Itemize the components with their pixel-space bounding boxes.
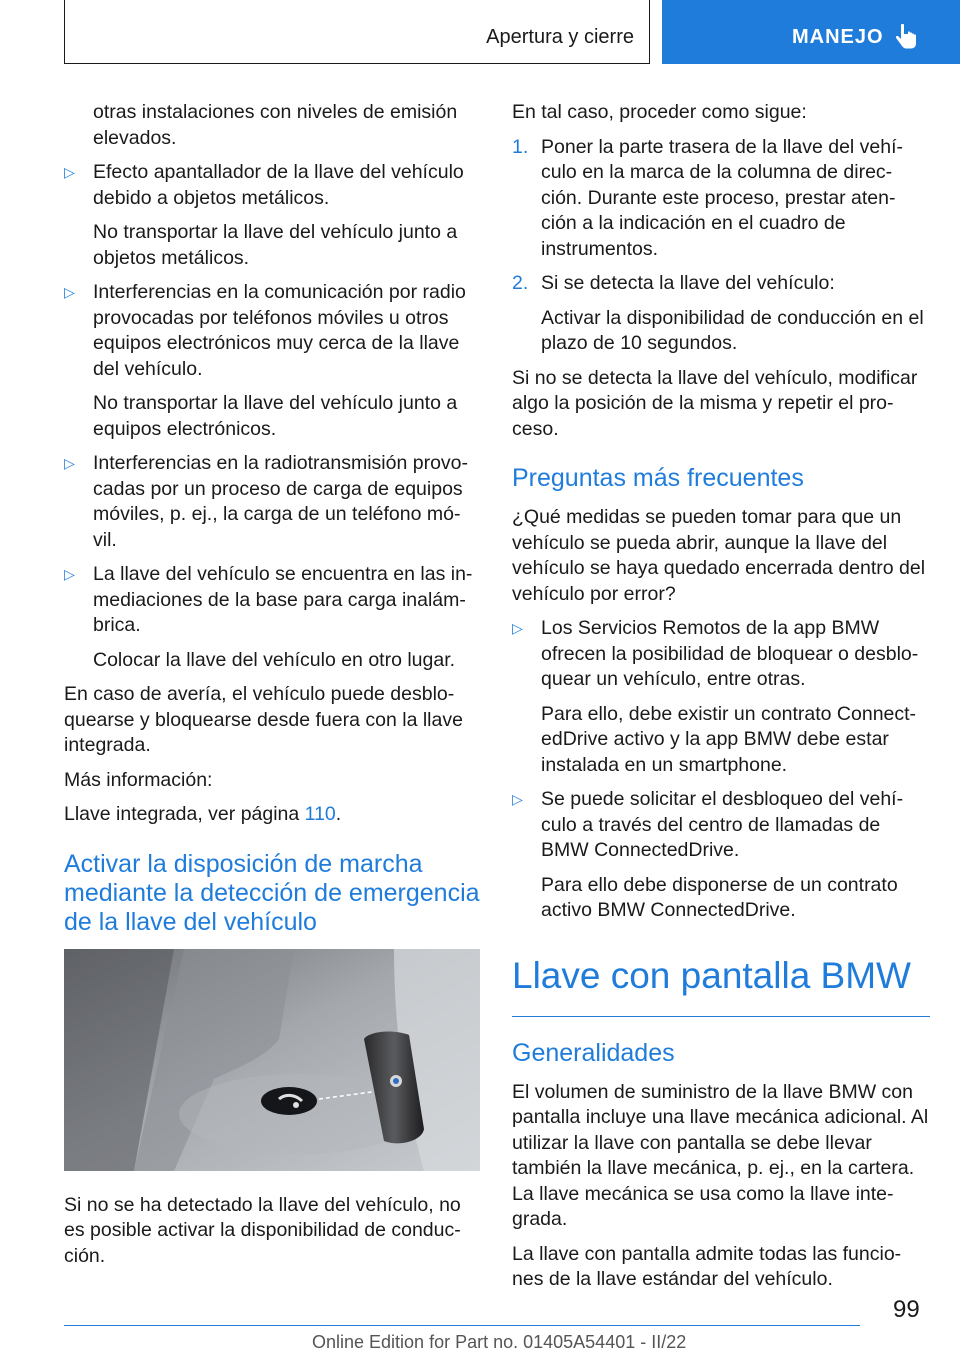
heading-preguntas: Preguntas más frecuentes <box>512 464 804 492</box>
header-chapter-tab[interactable] <box>662 0 960 64</box>
hand-pointer-icon <box>892 22 922 52</box>
bullet-marker-icon: ▷ <box>64 455 75 471</box>
page-reference-link[interactable]: 110 <box>304 803 336 825</box>
heading-activar: Activar la disposición de marcha mediante la detección de emergencia de la llave del vehículo <box>64 849 480 936</box>
list-item-note: Para ello debe disponerse de un contrato activo BMW ConnectedDrive. <box>541 873 898 921</box>
list-item: ▷ Interferencias en la comunicación por radio provocadas por teléfonos móviles u otros equipos electrónicos muy cerca de la llave del vehículo. <box>64 281 466 380</box>
paragraph-mas-info: Más información: <box>64 768 213 791</box>
list-item: 1. Poner la parte trasera de la llave del vehí‐culo en la marca de la columna de direc‐ción. Durante este proceso, prestar aten‐ción a la indicación en el cuadro de instrumentos. <box>512 135 904 260</box>
list-item: ▷ Interferencias en la radiotransmisión provo‐cadas por un proceso de carga de equipos móviles, p. ej., la carga de un teléfono mó‐vil. <box>64 452 469 551</box>
paragraph-llave-integrada: Llave integrada, ver página 110. <box>64 803 342 825</box>
heading-generalidades: Generalidades <box>512 1038 675 1067</box>
list-item: ▷ Se puede solicitar el desbloqueo del vehí‐culo a través del centro de llamadas de BMW ConnectedDrive. <box>512 788 904 861</box>
paragraph-en-tal-caso: En tal caso, proceder como sigue: <box>512 101 807 123</box>
paragraph-no-detectado: Si no se ha detectado la llave del vehículo, no es posible activar la disponibilidad de conduc‐ción. <box>64 1193 461 1267</box>
list-item-note: Para ello, debe existir un contrato Connect‐edDrive activo y la app BMW debe estar instalada en un smartphone. <box>541 702 917 776</box>
list-item: 2. Si se detecta la llave del vehículo: <box>512 271 930 297</box>
step-number: 2. <box>512 272 529 294</box>
list-item-note: Colocar la llave del vehículo en otro lugar. <box>93 648 456 671</box>
paragraph-volumen: El volumen de suministro de la llave BMW con pantalla incluye una llave mecánica adicional. Al utilizar la llave con pantalla se debe llevar también la llave mecánica, p. ej., en la cartera. La llave mecánica se usa como la llave inte‐grada. <box>512 1080 929 1230</box>
heading-llave-pantalla: Llave con pantalla BMW <box>512 954 930 1017</box>
continued-text: otras instalaciones con niveles de emisión elevados. <box>93 101 458 149</box>
header-chapter-label: MANEJO <box>792 26 884 48</box>
list-item-note: Activar la disponibilidad de conducción en el plazo de 10 segundos. <box>541 306 924 354</box>
footer-edition: Online Edition for Part no. 01405A54401 - II/22 <box>312 1332 687 1352</box>
list-item-note: No transportar la llave del vehículo junto a objetos metálicos. <box>93 221 458 269</box>
step-number: 1. <box>512 135 529 158</box>
bullet-marker-icon: ▷ <box>512 620 523 636</box>
paragraph-si-no-detecta: Si no se detecta la llave del vehículo, modificar algo la posición de la misma y repetir el pro‐ceso. <box>512 366 918 440</box>
list-item: ▷ La llave del vehículo se encuentra en las in‐mediaciones de la base para carga inalám‐brica. <box>64 563 473 636</box>
list-item-note: No transportar la llave del vehículo junto a equipos electrónicos. <box>93 392 458 440</box>
paragraph-averia: En caso de avería, el vehículo puede desblo‐quearse y bloquearse desde fuera con la llave integrada. <box>64 683 463 756</box>
footer-divider <box>64 1325 860 1326</box>
paragraph-pregunta: ¿Qué medidas se pueden tomar para que un vehículo se pueda abrir, aunque la llave del vehículo se haya quedado encerrada dentro del vehículo por error? <box>512 506 926 605</box>
page-number: 99 <box>893 1296 920 1323</box>
bullet-marker-icon: ▷ <box>64 164 75 180</box>
bullet-marker-icon: ▷ <box>64 284 75 300</box>
paragraph-admite: La llave con pantalla admite todas las funcio‐nes de la llave estándar del vehículo. <box>512 1242 902 1290</box>
header-section-title: Apertura y cierre <box>486 26 634 48</box>
bullet-marker-icon: ▷ <box>64 566 75 582</box>
list-item: ▷ Efecto apantallador de la llave del vehículo debido a objetos metálicos. <box>64 161 464 209</box>
steering-column-key-photo <box>64 949 480 1171</box>
left-column <box>64 100 482 1278</box>
list-item: ▷ Los Servicios Remotos de la app BMW ofrecen la posibilidad de bloquear o desblo‐quear un vehículo, entre otras. <box>512 617 919 690</box>
bullet-marker-icon: ▷ <box>512 791 523 807</box>
right-column <box>512 100 930 1302</box>
